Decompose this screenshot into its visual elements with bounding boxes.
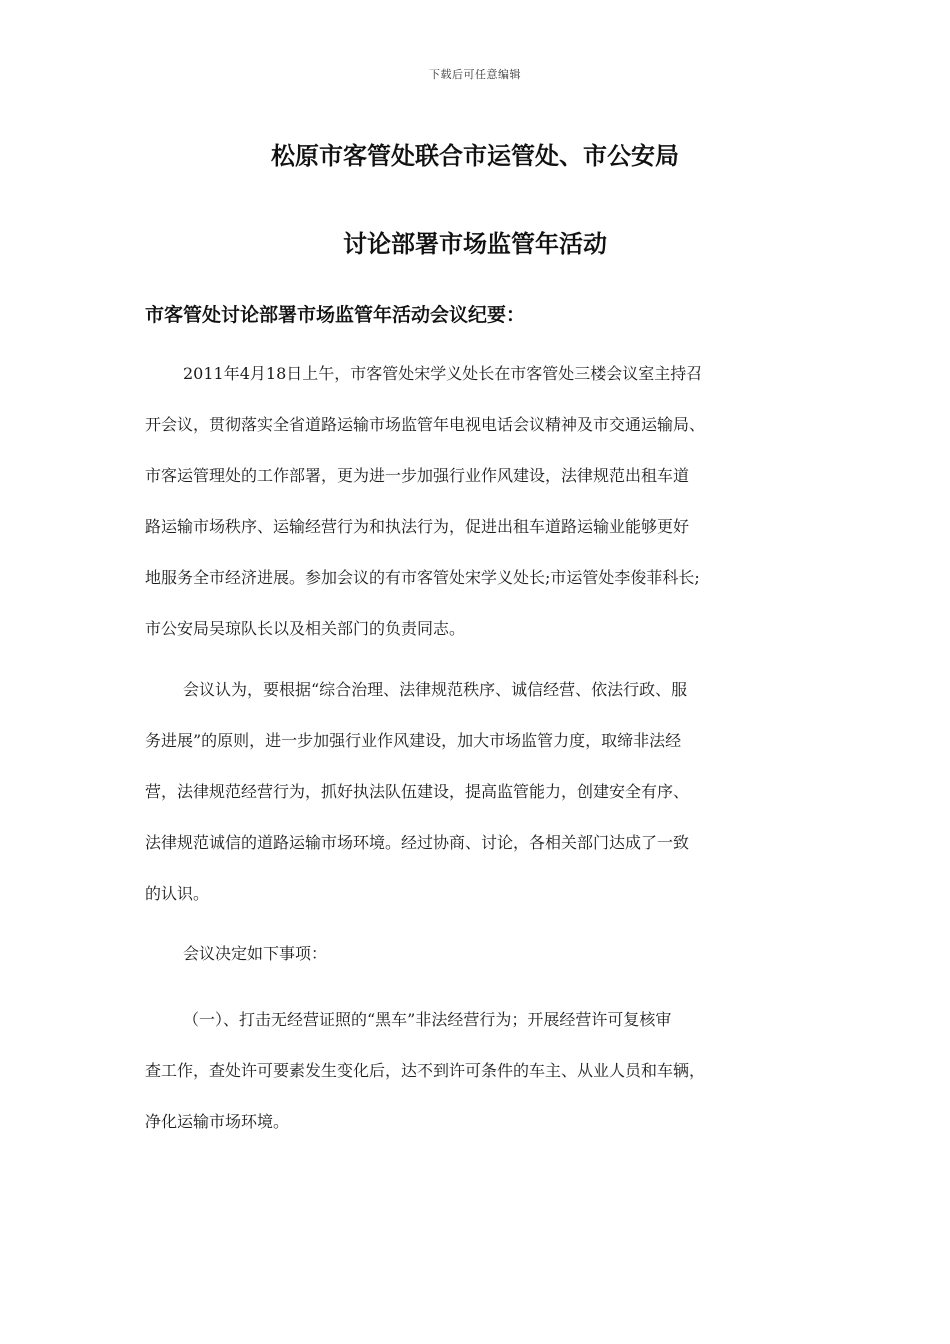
paragraph-line: 会议决定如下事项： (183, 944, 328, 963)
paragraph-line: 路运输市场秩序、运输经营行为和执法行为，促进出租车道路运输业能够更好 (145, 517, 690, 536)
paragraph-line: 市客运管理处的工作部署，更为进一步加强行业作风建设，法律规范出租车道 (145, 466, 690, 485)
paragraph-line: 2011年4月18日上午，市客管处宋学义处长在市客管处三楼会议室主持召 (183, 364, 703, 383)
paragraph-decision-item-1 (145, 994, 825, 1147)
paragraph-line: 法律规范诚信的道路运输市场环境。经过协商、讨论，各相关部门达成了一致 (145, 833, 690, 852)
document-title-line-2: 讨论部署市场监管年活动 (343, 230, 607, 258)
paragraph-line: 的认识。 (145, 884, 210, 903)
paragraph-line: 会议认为，要根据“综合治理、法律规范秩序、诚信经营、依法行政、服 (183, 680, 688, 699)
paragraph-line: 查工作，查处许可要素发生变化后，达不到许可条件的车主、从业人员和车辆， (145, 1061, 706, 1080)
paragraph-line: 务进展”的原则，进一步加强行业作风建设，加大市场监管力度，取缔非法经 (145, 731, 682, 750)
paragraph-line: 开会议，贯彻落实全省道路运输市场监管年电视电话会议精神及市交通运输局、 (145, 415, 706, 434)
paragraph-line: 净化运输市场环境。 (145, 1112, 290, 1131)
paragraph-meeting-view (145, 664, 825, 919)
paragraph-decisions-intro (145, 928, 825, 979)
document-title-line-1: 松原市客管处联合市运管处、市公安局 (271, 142, 679, 170)
paragraph-line: 营，法律规范经营行为，抓好执法队伍建设，提高监管能力，创建安全有序、 (145, 782, 690, 801)
section-heading: 市客管处讨论部署市场监管年活动会议纪要： (145, 304, 526, 326)
header-note: 下载后可任意编辑 (429, 68, 521, 81)
paragraph-line: 地服务全市经济进展。参加会议的有市客管处宋学义处长;市运管处李俊菲科长; (145, 568, 700, 587)
paragraph-line: （一）、打击无经营证照的“黑车”非法经营行为；开展经营许可复核审 (183, 1010, 672, 1029)
paragraph-line: 市公安局吴琼队长以及相关部门的负责同志。 (145, 619, 466, 638)
paragraph-meeting-intro (145, 348, 825, 654)
